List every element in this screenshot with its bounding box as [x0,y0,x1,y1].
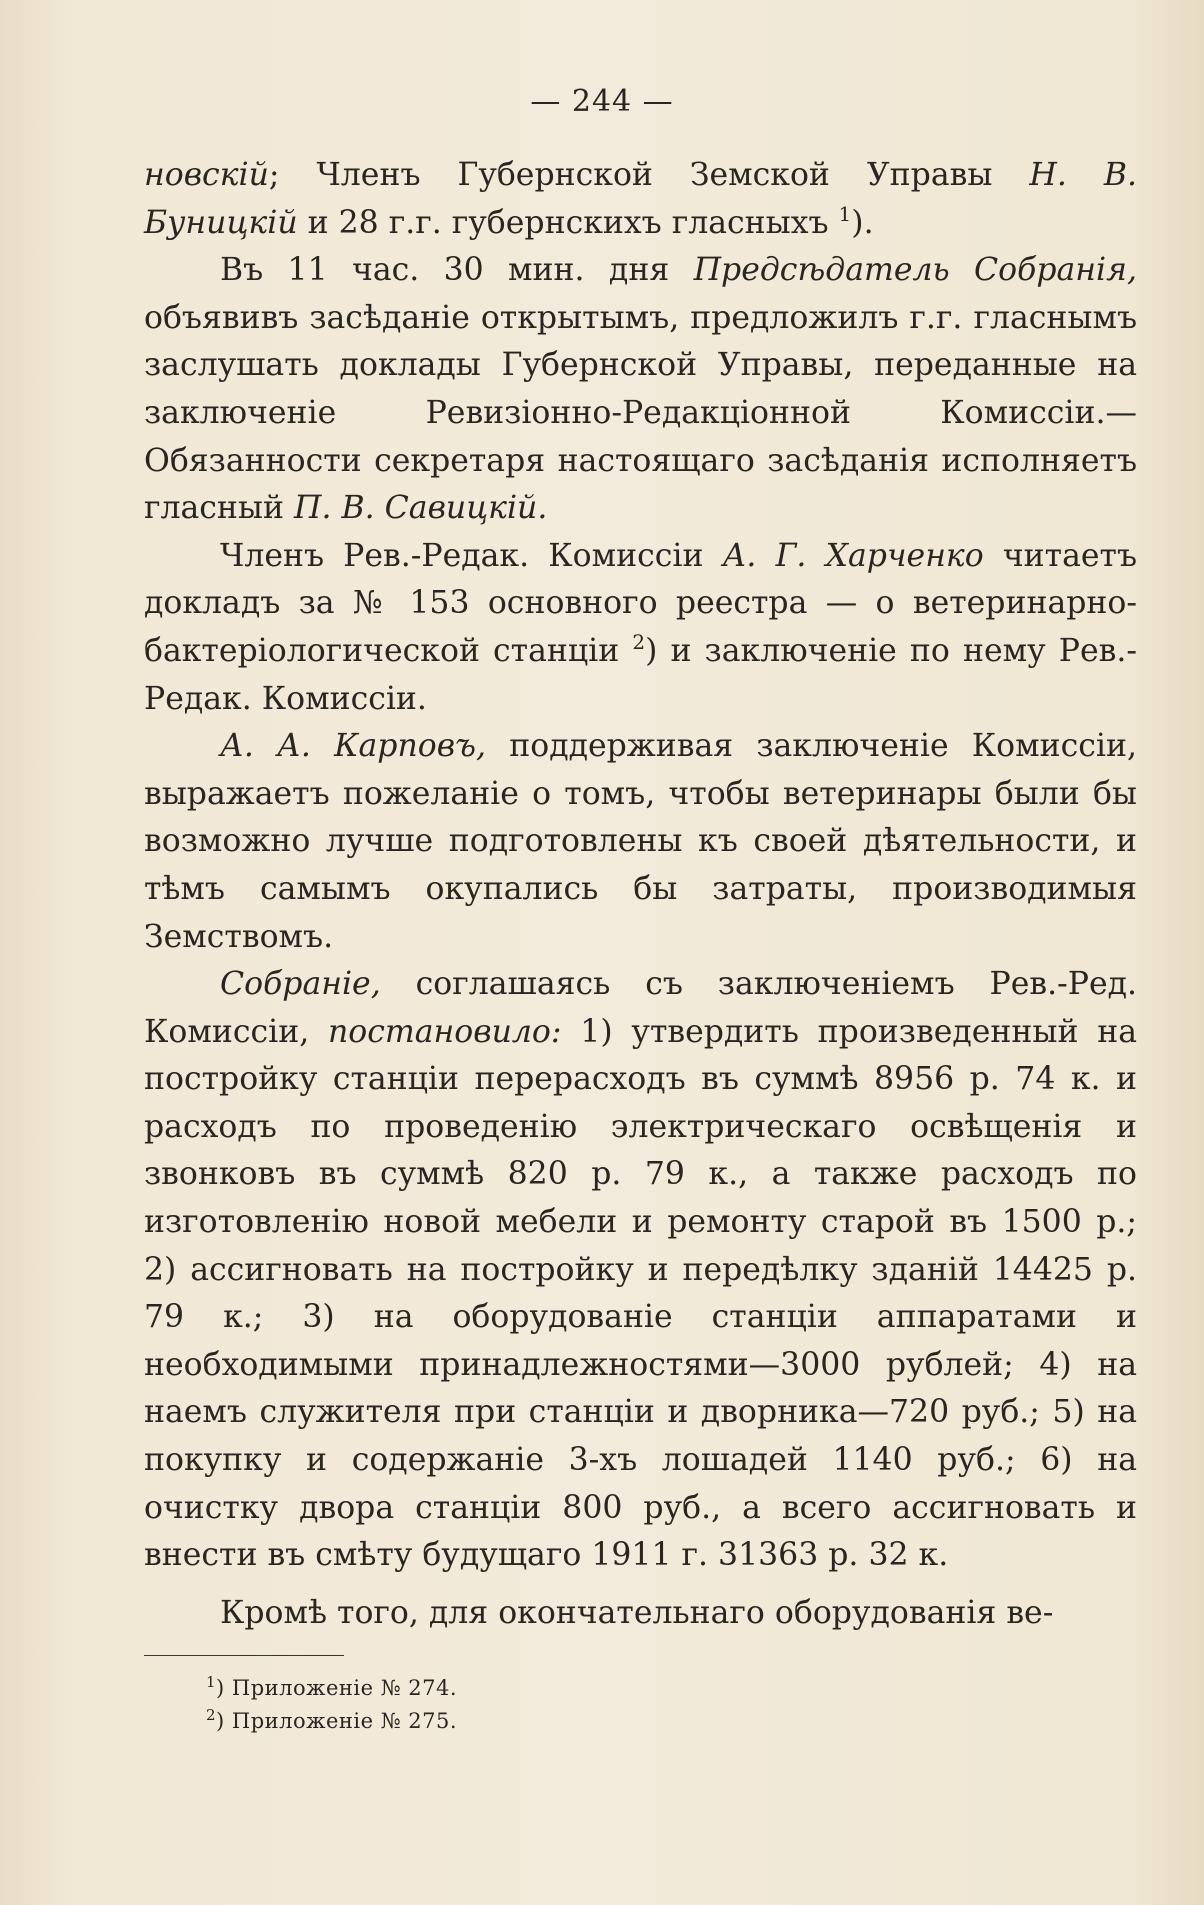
footnote-mark: 1 [206,1673,217,1691]
footnotes [206,1672,457,1738]
text-segment: Въ 11 час. 30 мин. дня [220,252,694,289]
paragraph-3 [144,533,1137,723]
text-segment: и 28 г.г. губернскихъ гласныхъ [297,204,839,241]
text-segment: поддерживая заключеніе Комиссіи, выражаетъ пожеланіе о томъ, чтобы ветеринары были бы возможно лучше подготовлены къ своей дѣятельности, и тѣмъ самымъ окупались бы затраты, производимыя Земствомъ. [144,728,1138,955]
text-segment: 1) утвердить произведенный на постройку станціи перерасходъ въ суммѣ 8956 р. 74 к. и расходъ по проведенію электрическаго освѣщенія и звонковъ въ суммѣ 820 р. 79 к., а также расходъ по изготовленію новой мебели и ремонту старой въ 1500 р.; 2) ассигновать на постройку и передѣлку зданій 14425 р. 79 к.; 3) на оборудованіе станціи аппаратами и необходимыми принадлежностями—3000 рублей; 4) на наемъ служителя при станціи и дворника—720 руб.; 5) на покупку и содержаніе 3-хъ лошадей 1140 руб.; 6) на очистку двора станціи 800 руб., а всего ассигновать и внести въ смѣту будущаго 1911 г. 31363 р. 32 к. [144,1013,1137,1574]
page-number: — 244 — [530,84,674,119]
text-segment: А. Г. Харченко [722,537,984,574]
footnote-text: ) Приложеніе № 274. [216,1676,458,1700]
footnote-divider [144,1655,344,1656]
text-segment: ) и заключеніе по нему Рев.-Редак. Комиссіи. [144,632,1137,717]
text-segment: соглашаясь съ заключеніемъ Рев.-Ред. Комиссіи, [144,966,1137,1050]
text-segment: Кромѣ того, для окончательнаго оборудованія ве- [220,1594,1054,1631]
text-segment: ; Членъ Губернской Земской Управы [268,157,1030,193]
paragraph-2 [144,247,1137,533]
footnote-ref: 1 [838,201,852,226]
text-segment: Предсѣдатель Собранія, [693,252,1137,289]
text-segment: Н. В. Буницкій [144,157,1137,241]
paragraph-4 [144,723,1137,961]
text-segment: объявивъ засѣданіе открытымъ, предложилъ г.г. гласнымъ заслушать доклады Губернской Управы, переданные на заключеніе Ревизіонно-Редакціонной Комиссіи.— Обязанности секретаря настоящаго засѣданія исполняетъ гласный [144,299,1137,527]
paragraph-5 [144,961,1137,1580]
text-segment: постановило: [328,1013,562,1050]
footnote-text: ) Приложеніе № 275. [216,1709,458,1733]
footnote-1 [206,1672,457,1705]
paragraph-6 [144,1590,1137,1638]
text-segment: ). [851,204,874,241]
text-segment: Собраніе, [220,966,381,1003]
paragraph-1 [144,152,1137,247]
footnote-2 [206,1705,457,1738]
footnote-mark: 2 [206,1706,217,1724]
text-segment: Членъ Рев.-Редак. Комиссіи [220,537,723,574]
text-segment: читаетъ докладъ за № 153 основного реестра — о ветеринарно-бактеріологической станціи [144,537,1137,669]
footnote-ref: 2 [632,629,646,654]
text-segment: П. В. Савицкій. [294,490,548,527]
main-text [144,152,1137,1637]
text-segment: А. А. Карповъ, [220,728,487,765]
text-segment: новскій [144,157,269,193]
